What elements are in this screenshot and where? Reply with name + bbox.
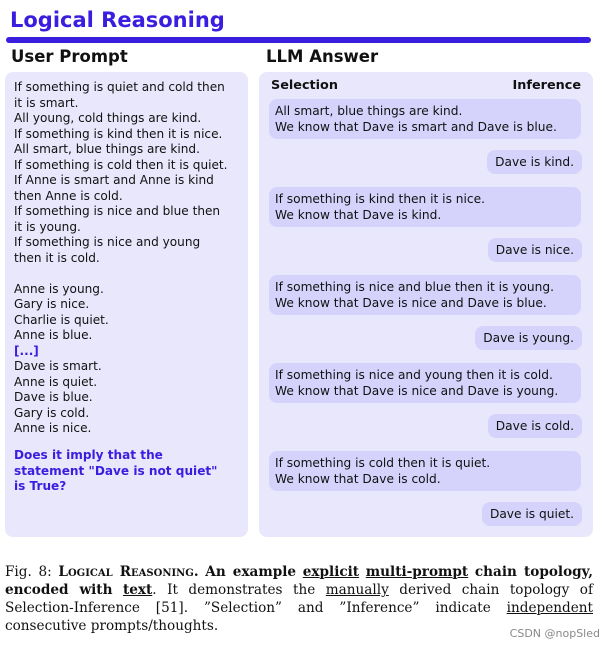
figure-title: Logical Reasoning [10, 8, 225, 32]
rule-line: If Anne is smart and Anne is kind [14, 173, 214, 187]
caption-manually: manually [325, 582, 389, 598]
selection-line: We know that Dave is nice and Dave is young. [275, 384, 559, 398]
fact-line: Charlie is quiet. [14, 312, 109, 327]
watermark: CSDN @nopSled [509, 627, 600, 640]
fact-line: Anne is blue. [14, 328, 93, 342]
user-prompt-heading: User Prompt [11, 47, 128, 66]
fact-line: Gary is cold. [14, 405, 90, 420]
rule-line: If something is quiet and cold then [14, 80, 225, 94]
selection-label: Selection [271, 78, 338, 93]
caption-independent: independent [506, 600, 593, 616]
user-prompt-panel [5, 72, 248, 537]
rule-line: If something is cold then it is quiet. [14, 157, 228, 172]
ellipsis-marker: [...] [14, 343, 39, 358]
selection-line: If something is cold then it is quiet. [275, 456, 491, 470]
question [14, 448, 239, 495]
question-line: is True? [14, 479, 67, 493]
selection-line: We know that Dave is cold. [275, 472, 441, 486]
selection-line: We know that Dave is nice and Dave is blue. [275, 296, 547, 310]
inference-bubble: Dave is kind. [487, 150, 582, 174]
rule-line: All young, cold things are kind. [14, 111, 202, 125]
question-line: statement "Dave is not quiet" [14, 463, 218, 478]
caption-multiprompt: multi-prompt [365, 564, 469, 580]
caption-explicit: explicit [302, 564, 360, 580]
selection-line: If something is kind then it is nice. [275, 192, 485, 206]
rule-line: If something is nice and young [14, 235, 201, 249]
inference-label: Inference [512, 78, 581, 93]
spacer [14, 266, 244, 282]
caption-fig-label: Fig. 8: [5, 564, 52, 580]
inference-bubble: Dave is cold. [488, 414, 582, 438]
selection-line: All smart, blue things are kind. [275, 104, 463, 118]
caption-plain: . It demonstrates the [152, 582, 316, 598]
caption-bold: chain topology, encoded with [5, 564, 593, 598]
caption-bold: An example [205, 564, 297, 580]
selection-bubble [269, 187, 581, 227]
fact-line: Anne is nice. [14, 421, 92, 435]
fact-line: Dave is blue. [14, 390, 93, 404]
rule-line: it is smart. [14, 95, 79, 110]
selection-bubble [269, 99, 581, 139]
selection-line: If something is nice and young then it is cold. [275, 368, 553, 382]
rule-line: it is young. [14, 219, 81, 234]
inference-bubble: Dave is quiet. [482, 502, 582, 526]
question-line: Does it imply that the [14, 448, 163, 462]
inference-bubble: Dave is nice. [488, 238, 582, 262]
caption-plain: derived chain topology of Selection-Inference [51]. ”Selection” and ”Inference” indicate [5, 582, 593, 616]
title-underline [6, 37, 591, 43]
rule-line: then it is cold. [14, 250, 100, 265]
fact-line: Anne is quiet. [14, 374, 98, 389]
rule-line: If something is nice and blue then [14, 204, 221, 218]
selection-bubble [269, 363, 581, 403]
caption-title: Logical Reasoning. [58, 564, 199, 580]
figure-caption [5, 563, 593, 635]
fact-line: Dave is smart. [14, 359, 102, 373]
selection-line: If something is nice and blue then it is young. [275, 280, 554, 294]
selection-line: We know that Dave is kind. [275, 208, 442, 222]
selection-line: We know that Dave is smart and Dave is blue. [275, 120, 557, 134]
fact-line: Gary is nice. [14, 297, 90, 311]
fact-line: Anne is young. [14, 281, 104, 296]
rule-line: All smart, blue things are kind. [14, 142, 200, 156]
selection-bubble [269, 275, 581, 315]
llm-answer-panel [259, 72, 593, 537]
rule-line: then Anne is cold. [14, 188, 123, 203]
inference-bubble: Dave is young. [475, 326, 582, 350]
caption-text-word: text [122, 582, 153, 598]
caption-plain: consecutive prompts/thoughts. [5, 618, 219, 634]
selection-bubble [269, 451, 581, 491]
llm-answer-heading: LLM Answer [266, 47, 379, 66]
rule-line: If something is kind then it is nice. [14, 126, 223, 141]
prompt-text [14, 80, 244, 437]
